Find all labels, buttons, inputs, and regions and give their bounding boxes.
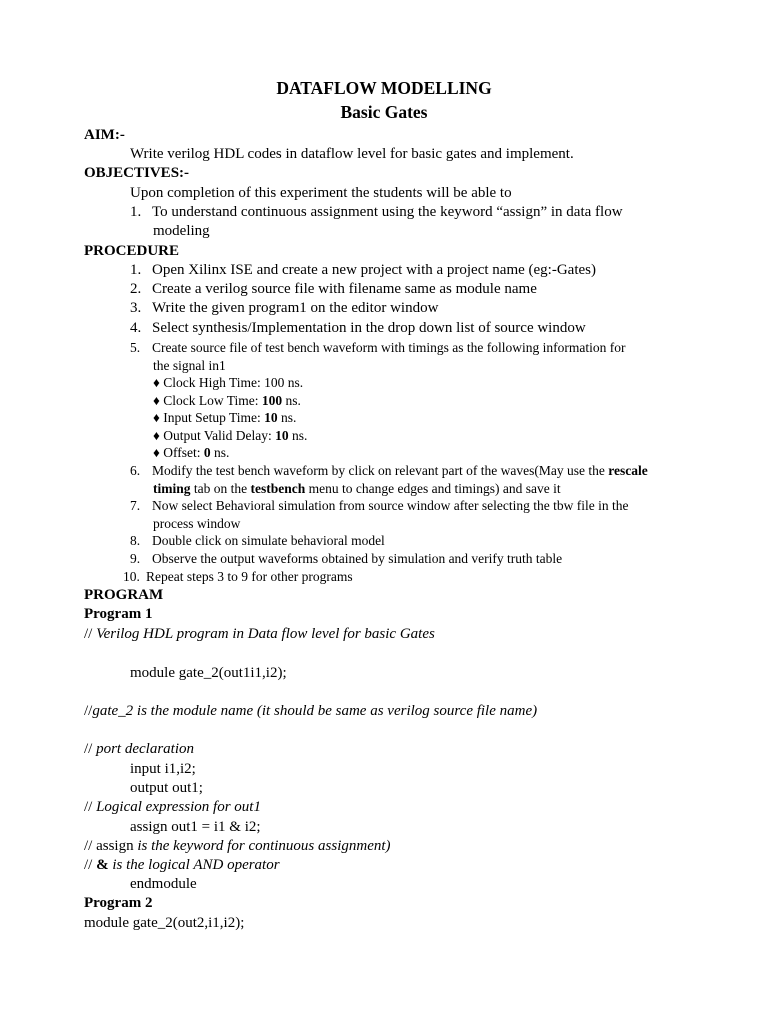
procedure-step-2: 2. Create a verilog source file with filename same as module name: [130, 281, 537, 297]
code-assign-line: assign out1 = i1 & i2;: [130, 819, 261, 835]
procedure-step-10: 10. Repeat steps 3 to 9 for other programs: [123, 569, 353, 584]
procedure-step-3: 3. Write the given program1 on the editor window: [130, 300, 439, 316]
code-module-2-line: module gate_2(out2,i1,i2);: [84, 915, 245, 931]
procedure-step-9: 9. Observe the output waveforms obtained by simulation and verify truth table: [130, 551, 563, 566]
code-comment-1: // Verilog HDL program in Data flow level for basic Gates: [84, 626, 435, 642]
procedure-step-4: 4. Select synthesis/Implementation in the drop down list of source window: [130, 320, 586, 336]
code-comment-3: // port declaration: [84, 741, 195, 757]
procedure-step-6: 6. Modify the test bench waveform by click on relevant part of the waves(May use the rescale: [130, 463, 648, 478]
code-output-line: output out1;: [130, 780, 203, 796]
page-title: DATAFLOW MODELLING: [276, 78, 492, 98]
timing-clock-low: ♦ Clock Low Time: 100 ns.: [153, 393, 301, 408]
code-comment-6: // & is the logical AND operator: [84, 857, 280, 873]
procedure-step-8: 8. Double click on simulate behavioral model: [130, 533, 385, 548]
procedure-step-6-cont: timing tab on the testbench menu to change edges and timings) and save it: [153, 481, 561, 496]
procedure-step-5: 5. Create source file of test bench waveform with timings as the following information for: [130, 340, 626, 355]
code-comment-5: // assign is the keyword for continuous assignment): [84, 838, 391, 854]
objectives-label: OBJECTIVES:-: [84, 165, 190, 181]
aim-text: Write verilog HDL codes in dataflow level for basic gates and implement.: [130, 146, 574, 162]
objective-item-1: 1. To understand continuous assignment using the keyword “assign” in data flow: [130, 204, 623, 220]
objectives-intro: Upon completion of this experiment the students will be able to: [130, 185, 512, 201]
timing-clock-high: ♦ Clock High Time: 100 ns.: [153, 375, 304, 390]
program-label: PROGRAM: [84, 587, 164, 603]
code-module-line: module gate_2(out1i1,i2);: [130, 665, 287, 681]
procedure-step-7: 7. Now select Behavioral simulation from source window after selecting the tbw file in the: [130, 498, 629, 513]
aim-label: AIM:-: [84, 127, 125, 143]
code-comment-4: // Logical expression for out1: [84, 799, 261, 815]
objective-item-1-cont: modeling: [153, 223, 210, 239]
code-endmodule-line: endmodule: [130, 876, 197, 892]
code-input-line: input i1,i2;: [130, 761, 196, 777]
timing-output-valid: ♦ Output Valid Delay: 10 ns.: [153, 428, 308, 443]
procedure-step-5-cont: the signal in1: [153, 358, 226, 373]
program-1-label: Program 1: [84, 606, 153, 622]
program-2-label: Program 2: [84, 895, 153, 911]
procedure-label: PROCEDURE: [84, 243, 180, 259]
timing-offset: ♦ Offset: 0 ns.: [153, 445, 230, 460]
page-subtitle: Basic Gates: [340, 102, 428, 122]
procedure-step-1: 1. Open Xilinx ISE and create a new project with a project name (eg:-Gates): [130, 262, 596, 278]
procedure-step-7-cont: process window: [153, 516, 241, 531]
timing-input-setup: ♦ Input Setup Time: 10 ns.: [153, 410, 297, 425]
code-comment-2: //gate_2 is the module name (it should be same as verilog source file name): [84, 703, 538, 719]
